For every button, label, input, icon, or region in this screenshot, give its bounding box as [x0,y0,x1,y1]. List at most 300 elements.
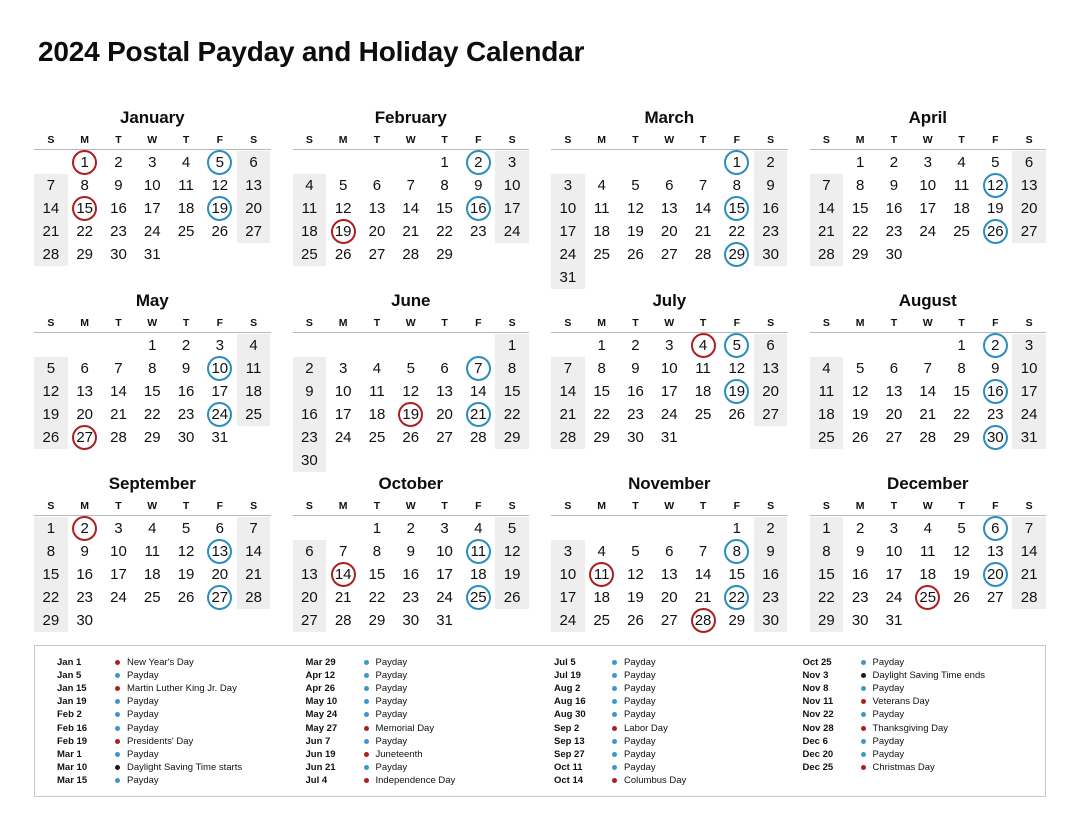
day-cell[interactable] [877,220,911,243]
day-cell[interactable] [169,174,203,197]
day-cell[interactable] [293,380,327,403]
day-cell[interactable] [978,380,1012,403]
day-cell[interactable] [495,334,529,357]
day-cell[interactable] [293,426,327,449]
day-cell[interactable] [945,174,979,197]
day-cell[interactable] [237,174,271,197]
day-cell[interactable] [293,174,327,197]
day-cell[interactable] [68,609,102,632]
day-cell[interactable] [551,220,585,243]
day-cell[interactable] [68,197,102,220]
day-cell[interactable] [34,220,68,243]
day-cell[interactable] [360,586,394,609]
day-cell[interactable] [68,220,102,243]
day-cell[interactable] [135,220,169,243]
day-cell[interactable] [652,426,686,449]
day-cell[interactable] [877,563,911,586]
day-cell[interactable] [585,334,619,357]
day-cell[interactable] [619,540,653,563]
day-cell[interactable] [945,563,979,586]
day-cell[interactable] [754,357,788,380]
day-cell[interactable] [135,426,169,449]
day-cell[interactable] [720,334,754,357]
day-cell[interactable] [551,174,585,197]
day-cell[interactable] [169,357,203,380]
day-cell[interactable] [203,220,237,243]
day-cell[interactable] [169,426,203,449]
day-cell[interactable] [911,563,945,586]
day-cell[interactable] [619,609,653,632]
day-cell[interactable] [843,174,877,197]
day-cell[interactable] [619,380,653,403]
day-cell[interactable] [135,403,169,426]
day-cell[interactable] [686,357,720,380]
day-cell[interactable] [394,174,428,197]
day-cell[interactable] [102,540,136,563]
day-cell[interactable] [945,586,979,609]
day-cell[interactable] [461,197,495,220]
day-cell[interactable] [360,243,394,266]
day-cell[interactable] [877,403,911,426]
day-cell[interactable] [360,197,394,220]
day-cell[interactable] [652,243,686,266]
day-cell[interactable] [843,403,877,426]
day-cell[interactable] [652,197,686,220]
day-cell[interactable] [720,540,754,563]
day-cell[interactable] [495,357,529,380]
day-cell[interactable] [585,609,619,632]
day-cell[interactable] [461,357,495,380]
day-cell[interactable] [978,174,1012,197]
day-cell[interactable] [686,540,720,563]
day-cell[interactable] [394,517,428,540]
day-cell[interactable] [1012,380,1046,403]
day-cell[interactable] [461,151,495,174]
day-cell[interactable] [686,403,720,426]
day-cell[interactable] [945,334,979,357]
day-cell[interactable] [68,380,102,403]
day-cell[interactable] [394,220,428,243]
day-cell[interactable] [551,357,585,380]
day-cell[interactable] [203,540,237,563]
day-cell[interactable] [293,220,327,243]
day-cell[interactable] [585,357,619,380]
day-cell[interactable] [495,197,529,220]
day-cell[interactable] [619,357,653,380]
day-cell[interactable] [810,609,844,632]
day-cell[interactable] [360,426,394,449]
day-cell[interactable] [135,243,169,266]
day-cell[interactable] [461,540,495,563]
day-cell[interactable] [877,380,911,403]
day-cell[interactable] [843,357,877,380]
day-cell[interactable] [720,151,754,174]
day-cell[interactable] [237,151,271,174]
day-cell[interactable] [360,174,394,197]
day-cell[interactable] [911,403,945,426]
day-cell[interactable] [34,357,68,380]
day-cell[interactable] [877,609,911,632]
day-cell[interactable] [326,243,360,266]
day-cell[interactable] [237,403,271,426]
day-cell[interactable] [1012,151,1046,174]
day-cell[interactable] [754,197,788,220]
day-cell[interactable] [495,426,529,449]
day-cell[interactable] [495,174,529,197]
day-cell[interactable] [810,563,844,586]
day-cell[interactable] [945,517,979,540]
day-cell[interactable] [428,609,462,632]
day-cell[interactable] [495,151,529,174]
day-cell[interactable] [293,449,327,472]
day-cell[interactable] [102,563,136,586]
day-cell[interactable] [911,220,945,243]
day-cell[interactable] [394,426,428,449]
day-cell[interactable] [619,174,653,197]
day-cell[interactable] [461,380,495,403]
day-cell[interactable] [619,426,653,449]
day-cell[interactable] [1012,403,1046,426]
day-cell[interactable] [945,220,979,243]
day-cell[interactable] [619,403,653,426]
day-cell[interactable] [686,174,720,197]
day-cell[interactable] [326,586,360,609]
day-cell[interactable] [135,334,169,357]
day-cell[interactable] [203,563,237,586]
day-cell[interactable] [652,586,686,609]
day-cell[interactable] [428,197,462,220]
day-cell[interactable] [810,517,844,540]
day-cell[interactable] [68,426,102,449]
day-cell[interactable] [585,243,619,266]
day-cell[interactable] [911,197,945,220]
day-cell[interactable] [428,357,462,380]
day-cell[interactable] [326,174,360,197]
day-cell[interactable] [877,586,911,609]
day-cell[interactable] [102,586,136,609]
day-cell[interactable] [686,197,720,220]
day-cell[interactable] [1012,357,1046,380]
day-cell[interactable] [686,334,720,357]
day-cell[interactable] [461,174,495,197]
day-cell[interactable] [34,517,68,540]
day-cell[interactable] [293,563,327,586]
day-cell[interactable] [461,426,495,449]
day-cell[interactable] [102,151,136,174]
day-cell[interactable] [34,243,68,266]
day-cell[interactable] [551,403,585,426]
day-cell[interactable] [652,540,686,563]
day-cell[interactable] [68,517,102,540]
day-cell[interactable] [720,563,754,586]
day-cell[interactable] [360,517,394,540]
day-cell[interactable] [1012,174,1046,197]
day-cell[interactable] [394,540,428,563]
day-cell[interactable] [720,517,754,540]
day-cell[interactable] [237,540,271,563]
day-cell[interactable] [102,380,136,403]
day-cell[interactable] [237,517,271,540]
day-cell[interactable] [978,586,1012,609]
day-cell[interactable] [428,151,462,174]
day-cell[interactable] [135,197,169,220]
day-cell[interactable] [843,380,877,403]
day-cell[interactable] [428,586,462,609]
day-cell[interactable] [551,243,585,266]
day-cell[interactable] [978,517,1012,540]
day-cell[interactable] [203,174,237,197]
day-cell[interactable] [34,586,68,609]
day-cell[interactable] [495,380,529,403]
day-cell[interactable] [619,586,653,609]
day-cell[interactable] [68,151,102,174]
day-cell[interactable] [945,540,979,563]
day-cell[interactable] [585,220,619,243]
day-cell[interactable] [720,403,754,426]
day-cell[interactable] [843,220,877,243]
day-cell[interactable] [810,426,844,449]
day-cell[interactable] [102,243,136,266]
day-cell[interactable] [495,403,529,426]
day-cell[interactable] [394,357,428,380]
day-cell[interactable] [686,563,720,586]
day-cell[interactable] [203,357,237,380]
day-cell[interactable] [203,380,237,403]
day-cell[interactable] [326,609,360,632]
day-cell[interactable] [810,197,844,220]
day-cell[interactable] [293,403,327,426]
day-cell[interactable] [237,220,271,243]
day-cell[interactable] [551,197,585,220]
day-cell[interactable] [585,403,619,426]
day-cell[interactable] [810,357,844,380]
day-cell[interactable] [237,380,271,403]
day-cell[interactable] [34,174,68,197]
day-cell[interactable] [203,586,237,609]
day-cell[interactable] [102,220,136,243]
day-cell[interactable] [754,609,788,632]
day-cell[interactable] [169,403,203,426]
day-cell[interactable] [293,197,327,220]
day-cell[interactable] [237,357,271,380]
day-cell[interactable] [461,563,495,586]
day-cell[interactable] [169,380,203,403]
day-cell[interactable] [169,563,203,586]
day-cell[interactable] [169,197,203,220]
day-cell[interactable] [877,517,911,540]
day-cell[interactable] [1012,334,1046,357]
day-cell[interactable] [1012,426,1046,449]
day-cell[interactable] [978,403,1012,426]
day-cell[interactable] [877,174,911,197]
day-cell[interactable] [754,151,788,174]
day-cell[interactable] [1012,220,1046,243]
day-cell[interactable] [428,563,462,586]
day-cell[interactable] [461,220,495,243]
day-cell[interactable] [754,563,788,586]
day-cell[interactable] [978,426,1012,449]
day-cell[interactable] [135,357,169,380]
day-cell[interactable] [237,563,271,586]
day-cell[interactable] [754,380,788,403]
day-cell[interactable] [810,380,844,403]
day-cell[interactable] [394,586,428,609]
day-cell[interactable] [877,243,911,266]
day-cell[interactable] [978,334,1012,357]
day-cell[interactable] [293,243,327,266]
day-cell[interactable] [428,243,462,266]
day-cell[interactable] [428,380,462,403]
day-cell[interactable] [585,426,619,449]
day-cell[interactable] [754,517,788,540]
day-cell[interactable] [911,426,945,449]
day-cell[interactable] [911,540,945,563]
day-cell[interactable] [911,380,945,403]
day-cell[interactable] [135,517,169,540]
day-cell[interactable] [394,403,428,426]
day-cell[interactable] [619,197,653,220]
day-cell[interactable] [68,174,102,197]
day-cell[interactable] [293,540,327,563]
day-cell[interactable] [428,540,462,563]
day-cell[interactable] [461,403,495,426]
day-cell[interactable] [720,174,754,197]
day-cell[interactable] [68,586,102,609]
day-cell[interactable] [428,174,462,197]
day-cell[interactable] [326,403,360,426]
day-cell[interactable] [237,334,271,357]
day-cell[interactable] [428,517,462,540]
day-cell[interactable] [720,197,754,220]
day-cell[interactable] [102,174,136,197]
day-cell[interactable] [652,357,686,380]
day-cell[interactable] [810,220,844,243]
day-cell[interactable] [945,151,979,174]
day-cell[interactable] [360,357,394,380]
day-cell[interactable] [428,403,462,426]
day-cell[interactable] [1012,197,1046,220]
day-cell[interactable] [978,563,1012,586]
day-cell[interactable] [945,403,979,426]
day-cell[interactable] [326,563,360,586]
day-cell[interactable] [843,517,877,540]
day-cell[interactable] [495,563,529,586]
day-cell[interactable] [619,334,653,357]
day-cell[interactable] [754,174,788,197]
day-cell[interactable] [428,220,462,243]
day-cell[interactable] [461,517,495,540]
day-cell[interactable] [326,380,360,403]
day-cell[interactable] [135,380,169,403]
day-cell[interactable] [394,380,428,403]
day-cell[interactable] [326,540,360,563]
day-cell[interactable] [652,220,686,243]
day-cell[interactable] [68,540,102,563]
day-cell[interactable] [326,220,360,243]
day-cell[interactable] [911,517,945,540]
day-cell[interactable] [652,174,686,197]
day-cell[interactable] [68,357,102,380]
day-cell[interactable] [102,517,136,540]
day-cell[interactable] [720,243,754,266]
day-cell[interactable] [169,220,203,243]
day-cell[interactable] [843,586,877,609]
day-cell[interactable] [585,197,619,220]
day-cell[interactable] [585,380,619,403]
day-cell[interactable] [203,403,237,426]
day-cell[interactable] [843,151,877,174]
day-cell[interactable] [843,197,877,220]
day-cell[interactable] [394,197,428,220]
day-cell[interactable] [68,243,102,266]
day-cell[interactable] [720,220,754,243]
day-cell[interactable] [293,586,327,609]
day-cell[interactable] [978,220,1012,243]
day-cell[interactable] [652,403,686,426]
day-cell[interactable] [810,540,844,563]
day-cell[interactable] [394,243,428,266]
day-cell[interactable] [1012,517,1046,540]
day-cell[interactable] [810,586,844,609]
day-cell[interactable] [877,540,911,563]
day-cell[interactable] [911,357,945,380]
day-cell[interactable] [34,540,68,563]
day-cell[interactable] [619,563,653,586]
day-cell[interactable] [652,563,686,586]
day-cell[interactable] [428,426,462,449]
day-cell[interactable] [843,563,877,586]
day-cell[interactable] [877,151,911,174]
day-cell[interactable] [102,357,136,380]
day-cell[interactable] [34,403,68,426]
day-cell[interactable] [394,563,428,586]
day-cell[interactable] [68,563,102,586]
day-cell[interactable] [34,197,68,220]
day-cell[interactable] [360,220,394,243]
day-cell[interactable] [810,403,844,426]
day-cell[interactable] [843,609,877,632]
day-cell[interactable] [1012,586,1046,609]
day-cell[interactable] [203,517,237,540]
day-cell[interactable] [169,151,203,174]
day-cell[interactable] [843,540,877,563]
day-cell[interactable] [360,563,394,586]
day-cell[interactable] [551,563,585,586]
day-cell[interactable] [585,540,619,563]
day-cell[interactable] [102,403,136,426]
day-cell[interactable] [169,334,203,357]
day-cell[interactable] [720,357,754,380]
day-cell[interactable] [203,197,237,220]
day-cell[interactable] [810,174,844,197]
day-cell[interactable] [720,609,754,632]
day-cell[interactable] [585,563,619,586]
day-cell[interactable] [585,586,619,609]
day-cell[interactable] [360,380,394,403]
day-cell[interactable] [394,609,428,632]
day-cell[interactable] [495,586,529,609]
day-cell[interactable] [34,426,68,449]
day-cell[interactable] [102,197,136,220]
day-cell[interactable] [360,540,394,563]
day-cell[interactable] [495,540,529,563]
day-cell[interactable] [135,563,169,586]
day-cell[interactable] [978,151,1012,174]
day-cell[interactable] [495,220,529,243]
day-cell[interactable] [652,609,686,632]
day-cell[interactable] [169,517,203,540]
day-cell[interactable] [585,174,619,197]
